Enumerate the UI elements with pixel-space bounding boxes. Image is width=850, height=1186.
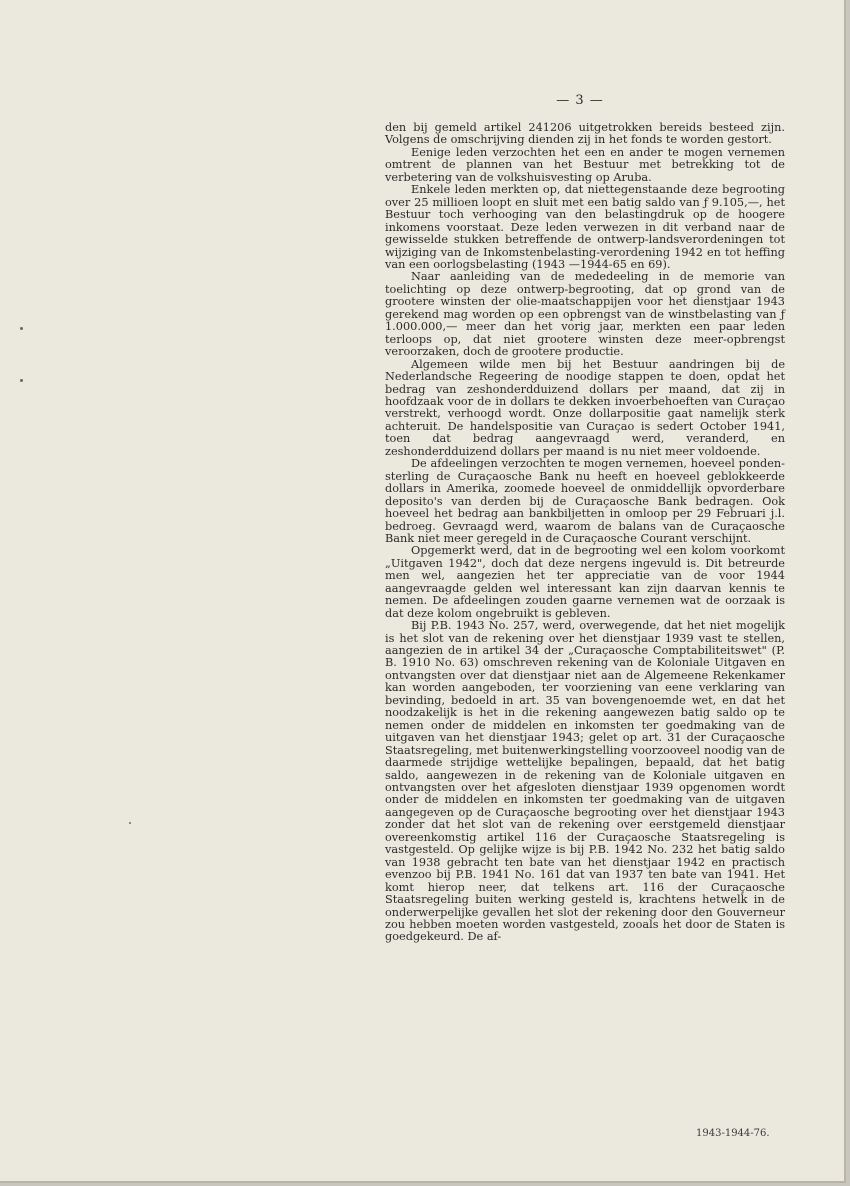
paragraph-1: den bij gemeld artikel 241206 uitgetrokken bereids besteed zijn. Volgens de omschrijving dienden zij in het fonds te worden gestort. <box>385 121 785 147</box>
paper-speck <box>20 379 23 382</box>
body-text <box>385 122 785 944</box>
footer-reference: 1943-1944-76. <box>696 1128 770 1139</box>
paragraph-3: Enkele leden merkten op, dat niettegenstaande deze begrooting over 25 millioen loopt en sluit met een batig saldo van ƒ 9.105,—, het Bestuur toch verhooging van den belastingdruk op de hoogere inkomens voorstaat. Deze leden verwezen in dit verband naar de gewisselde stukken betreffende de ontwerp-landsverordeningen tot wijziging van de Inkomstenbelasting-verordening 1942 en tot heffing van een oorlogsbelasting (1943 —1944-65 en 69). <box>385 183 785 271</box>
paragraph-2: Eenige leden verzochten het een en ander te mogen vernemen omtrent de plannen van het Bestuur met betrekking tot de verbetering van de volkshuisvesting op Aruba. <box>385 145 785 184</box>
paper-speck <box>129 822 131 824</box>
paragraph-4: Naar aanleiding van de mededeeling in de memorie van toelichting op deze ontwerp-begrooting, dat op grond van de grootere winsten der olie-maatschappijen voor het dienstjaar 1943 gerekend mag worden op een opbrengst van de winstbelasting van ƒ 1.000.000,— meer dan het vorig jaar, merkten een paar leden terloops op, dat niet grootere winsten deze meer-opbrengst veroorzaken, doch de grootere productie. <box>385 270 785 359</box>
paragraph-6: De afdeelingen verzochten te mogen vernemen, hoeveel ponden-sterling de Curaçaosche Bank nu heeft en hoeveel geblokkeerde dollars in Amerika, zoomede hoeveel de onmiddellijk opvorderbare deposito's van derden bij de Curaçaosche Bank bedragen. Ook hoeveel het bedrag aan bankbiljetten in omloop per 29 Februari j.l. bedroeg. Gevraagd werd, waarom de balans van de Curaçaosche Bank niet meer geregeld in de Curaçaosche Courant verschijnt. <box>385 457 785 545</box>
paragraph-7: Opgemerkt werd, dat in de begrooting wel een kolom voorkomt „Uitgaven 1942", doch dat deze nergens ingevuld is. Dit betreurde men wel, aangezien het ter appreciatie van de voor 1944 aangevraagde gelden wel interessant kan zijn daarvan kennis te nemen. De afdeelingen zouden gaarne vernemen wat de oorzaak is dat deze kolom ongebruikt is gebleven. <box>385 544 785 620</box>
paragraph-8: Bij P.B. 1943 No. 257, werd, overwegende, dat het niet mogelijk is het slot van de rekening over het dienstjaar 1939 vast te stellen, aangezien de in artikel 34 der „Curaçaosche Comptabiliteitswet" (P. B. 1910 No. 63) omschreven rekening van de Koloniale Uitgaven en ontvangsten over dat dienstjaar niet aan de Algemeene Rekenkamer kan worden aangeboden, ter voorziening van eene verklaring van bevinding, bedoeld in art. 35 van bovengenoemde wet, en dat het noodzakelijk is het in die rekening aangewezen batig saldo op te nemen onder de middelen en inkomsten ter goedmaking van de uitgaven van het dienstjaar 1943; gelet op art. 31 der Curaçaosche Staatsregeling, met buitenwerkingstelling voorzooveel noodig van de daarmede strijdige wettelijke bepalingen, bepaald, dat het batig saldo, aangewezen in de rekening van de Koloniale uitgaven en ontvangsten over het afgesloten dienstjaar 1939 opgenomen wordt onder de middelen en inkomsten ter goedmaking van de uitgaven aangegeven op de Curaçaosche begrooting over het dienstjaar 1943 zonder dat het slot van de rekening over eerstgemeld dienstjaar overeenkomstig artikel 116 der Curaçaosche Staatsregeling is vastgesteld. Op gelijke wijze is bij P.B. 1942 No. 232 het batig saldo van 1938 gebracht ten bate van het dienstjaar 1942 en practisch evenzoo bij P.B. 1941 No. 161 dat van 1937 ten bate van 1941. Het komt hierop neer, dat telkens art. 116 der Curaçaosche Staatsregeling buiten werking gesteld is, krachtens hetwelk in de onderwerpelijke gevallen het slot der rekening door den Gouverneur zou hebben moeten worden vastgesteld, zooals het door de Staten is goedgekeurd. De af- <box>385 619 785 944</box>
paper-speck <box>20 327 23 330</box>
paragraph-5: Algemeen wilde men bij het Bestuur aandringen bij de Nederlandsche Regeering de noodige stappen te doen, opdat het bedrag van zeshonderdduizend dollars per maand, dat zij in hoofdzaak voor de in dollars te dekken invoerbehoeften van Curaçao verstrekt, verhoogd wordt. Onze dollarpositie gaat namelijk sterk achteruit. De handelspositie van Curaçao is sedert October 1941, toen dat bedrag aangevraagd werd, veranderd, en zeshonderdduizend dollars per maand is nu niet meer voldoende. <box>385 357 785 458</box>
page-number: — 3 — <box>556 93 604 108</box>
